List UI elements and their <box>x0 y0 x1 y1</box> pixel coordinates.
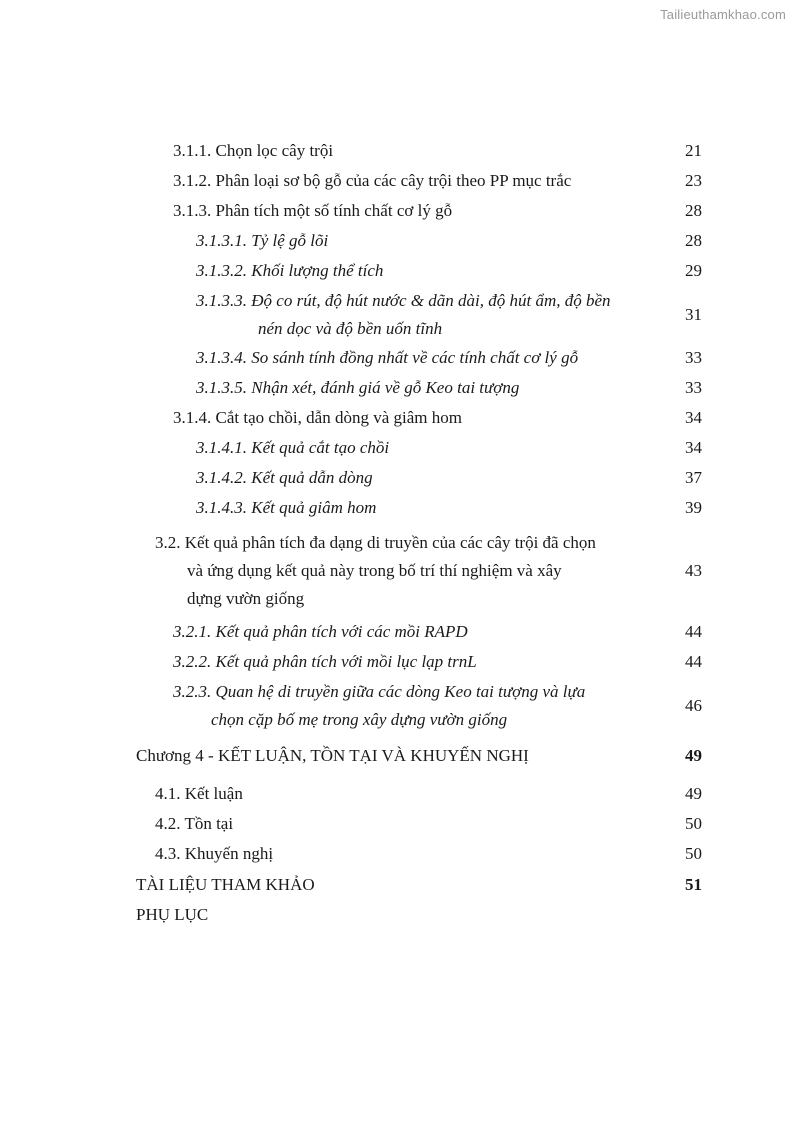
toc-page-number: 23 <box>685 171 702 190</box>
toc-label: 3.1.4. Cắt tạo chồi, dẫn dòng và giâm hom <box>173 408 462 427</box>
toc-label: 3.1.4.2. Kết quả dẫn dòng <box>196 468 373 487</box>
toc-page-number: 37 <box>685 468 702 487</box>
toc-page-number: 50 <box>685 814 702 833</box>
toc-entry-3-2[interactable] <box>155 529 702 613</box>
toc-page-number: 28 <box>685 201 702 220</box>
toc-entry-3-1-3-4[interactable] <box>196 344 702 372</box>
toc-page-number: 34 <box>685 438 702 457</box>
toc-label: 4.3. Khuyến nghị <box>155 844 274 863</box>
toc-page-number: 44 <box>685 622 702 641</box>
toc-label: 3.1.3.4. So sánh tính đồng nhất về các tính chất cơ lý gỗ <box>196 348 579 367</box>
toc-entry-3-2-3[interactable] <box>173 678 702 734</box>
toc-label-line-1: 3.2.3. Quan hệ di truyền giữa các dòng Keo tai tượng và lựa <box>173 682 586 701</box>
toc-page-number: 33 <box>685 348 702 367</box>
toc-page-number: 44 <box>685 652 702 671</box>
toc-entry-3-1-3-3[interactable] <box>196 287 702 343</box>
toc-page-number: 51 <box>685 875 702 894</box>
toc-label: 3.1.3. Phân tích một số tính chất cơ lý gỗ <box>173 201 453 220</box>
toc-label: 3.2.2. Kết quả phân tích với mồi lục lạp trnL <box>173 652 477 671</box>
toc-label-line-1: 3.1.3.3. Độ co rút, độ hút nước & dãn dài, độ hút ẩm, độ bền <box>196 291 611 310</box>
toc-entry-3-1-3[interactable] <box>173 197 702 225</box>
toc-label: TÀI LIỆU THAM KHẢO <box>136 875 315 894</box>
toc-label <box>173 678 702 734</box>
toc-label: 3.1.4.1. Kết quả cắt tạo chồi <box>196 438 390 457</box>
toc-entry-chapter-4[interactable] <box>136 742 702 770</box>
toc-entry-3-2-2[interactable] <box>173 648 702 676</box>
toc-entry-3-1-4-1[interactable] <box>196 434 702 462</box>
toc-label: PHỤ LỤC <box>136 905 209 924</box>
toc-label: 3.1.4.3. Kết quả giâm hom <box>196 498 377 517</box>
toc-label: 3.1.1. Chọn lọc cây trội <box>173 141 334 160</box>
toc-label <box>155 529 702 613</box>
toc-entry-3-1-2[interactable] <box>173 167 702 195</box>
toc-page-number: 21 <box>685 141 702 160</box>
toc-label-line-1: 3.2. Kết quả phân tích đa dạng di truyền của các cây trội đã chọn <box>155 533 596 552</box>
toc-page-number: 43 <box>685 561 702 580</box>
toc-page-number: 50 <box>685 844 702 863</box>
toc-entry-3-1-1[interactable] <box>173 137 702 165</box>
toc-page-number: 49 <box>685 746 702 765</box>
toc-label: 3.1.3.2. Khối lượng thể tích <box>196 261 384 280</box>
toc-entry-3-1-4[interactable] <box>173 404 702 432</box>
toc-label-line-3: dựng vườn giống <box>187 589 305 608</box>
toc-entry-4-1[interactable] <box>155 780 702 808</box>
toc-page-number: 33 <box>685 378 702 397</box>
toc-label: 4.1. Kết luận <box>155 784 243 803</box>
toc-label <box>196 287 702 343</box>
toc-entry-4-3[interactable] <box>155 840 702 868</box>
toc-entry-3-1-4-3[interactable] <box>196 494 702 522</box>
toc-label-line-2: nén dọc và độ bền uốn tĩnh <box>258 319 443 338</box>
toc-page-number: 31 <box>685 305 702 324</box>
toc-entry-3-1-4-2[interactable] <box>196 464 702 492</box>
toc-entry-3-1-3-2[interactable] <box>196 257 702 285</box>
toc-page-number: 46 <box>685 696 702 715</box>
toc-label-line-2: chọn cặp bố mẹ trong xây dựng vườn giống <box>211 710 508 729</box>
toc-page-number: 39 <box>685 498 702 517</box>
toc-label: Chương 4 - KẾT LUẬN, TỒN TẠI VÀ KHUYẾN NGHỊ <box>136 746 529 765</box>
toc-page-number: 28 <box>685 231 702 250</box>
toc-label: 4.2. Tồn tại <box>155 814 234 833</box>
watermark: Tailieuthamkhao.com <box>660 7 786 22</box>
toc-entry-3-2-1[interactable] <box>173 618 702 646</box>
toc-label: 3.1.3.1. Tỷ lệ gỗ lõi <box>196 231 329 250</box>
toc-page-number: 49 <box>685 784 702 803</box>
toc-entry-3-1-3-5[interactable] <box>196 374 702 402</box>
toc-entry-3-1-3-1[interactable] <box>196 227 702 255</box>
toc-label: 3.2.1. Kết quả phân tích với các mồi RAPD <box>173 622 468 641</box>
toc-entry-4-2[interactable] <box>155 810 702 838</box>
toc-page-number: 34 <box>685 408 702 427</box>
toc-label: 3.1.2. Phân loại sơ bộ gỗ của các cây trội theo PP mục trắc <box>173 171 572 190</box>
toc-label: 3.1.3.5. Nhận xét, đánh giá về gỗ Keo tai tượng <box>196 378 520 397</box>
toc-label-line-2: và ứng dụng kết quả này trong bố trí thí nghiệm và xây <box>187 561 562 580</box>
toc-page-number: 29 <box>685 261 702 280</box>
toc-entry-references[interactable] <box>136 871 702 899</box>
toc-entry-appendix[interactable] <box>136 901 702 929</box>
